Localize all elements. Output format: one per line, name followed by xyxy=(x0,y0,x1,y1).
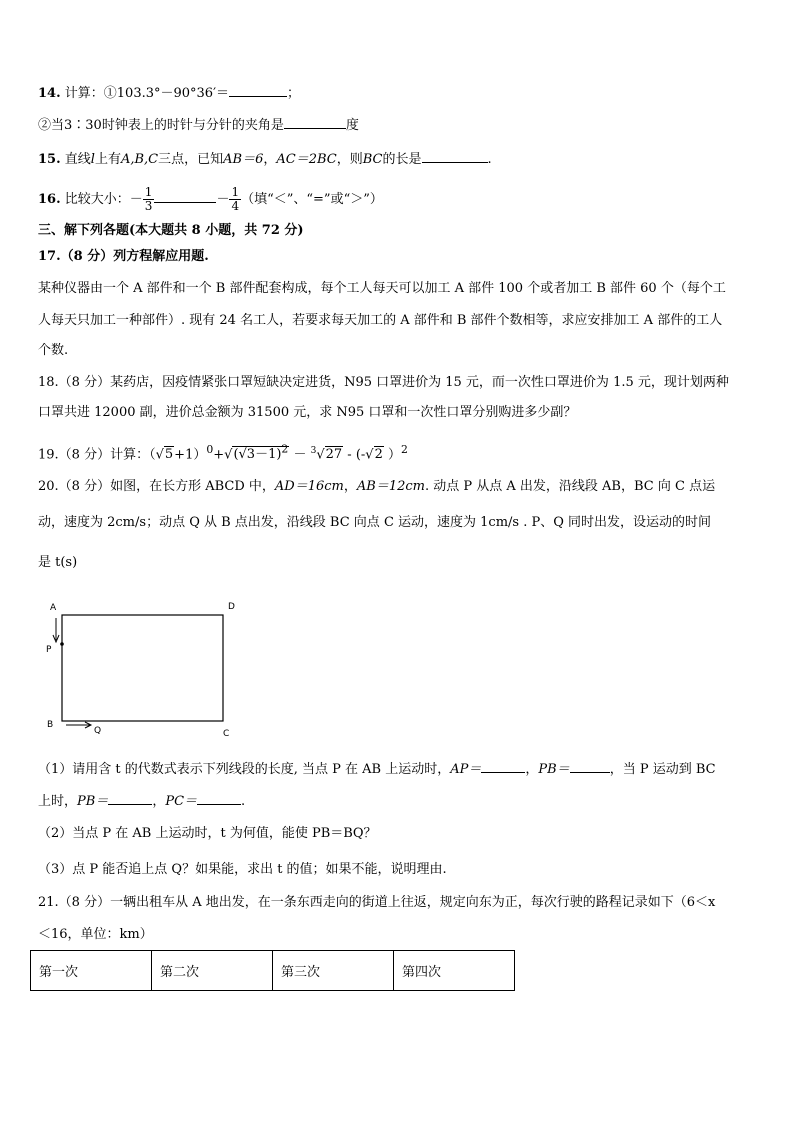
q19-paren-open: （ xyxy=(149,447,156,463)
table-row xyxy=(31,951,515,991)
q20-ab: AB＝12cm xyxy=(356,479,425,494)
q19-square: 2 xyxy=(281,443,289,456)
question-20-sub1-line2 xyxy=(38,790,245,812)
question-21-line2: ＜16，单位：km） xyxy=(38,927,153,942)
table-cell: 第一次 xyxy=(31,951,152,991)
q16-number: 16. xyxy=(38,192,61,207)
question-17-line3: 个数. xyxy=(38,343,69,358)
q20-blank-pc[interactable] xyxy=(197,790,241,805)
q19-exp0: 0 xyxy=(206,443,214,456)
q16-label: 比较大小： xyxy=(64,192,130,207)
label-q: Q xyxy=(94,726,102,736)
q20-pb2: PB＝ xyxy=(77,794,109,809)
point-p xyxy=(60,642,64,646)
q16-hint: （填“＜”、“=”或“＞”） xyxy=(241,192,383,207)
table-cell: 第三次 xyxy=(273,951,394,991)
q20-sub1-text2: ，当 P 运动到 BC xyxy=(609,762,716,777)
q20-sub1-text1: （1）请用含 t 的代数式表示下列线段的长度, 当点 P 在 AB 上运动时， xyxy=(38,762,451,777)
rectangle-abcd xyxy=(62,615,223,721)
q19-exp2: 2 xyxy=(401,443,408,456)
question-17-head xyxy=(38,247,209,267)
q20-text3: . 动点 P 从点 A 出发，沿线段 AB，BC 向 C 点运 xyxy=(424,479,716,494)
question-20-sub1-line1 xyxy=(38,758,716,780)
q20-pb: PB＝ xyxy=(538,762,570,777)
q19-rest: - (- xyxy=(343,447,366,463)
q15-text5: ，则 xyxy=(336,152,363,167)
q19-close: ） xyxy=(383,447,401,463)
question-19: 19.（8 分）计算：$(√5+1)^0+√(√3-1)^2 - ^3√27 - (-√2$ ）$^2$ xyxy=(38,443,408,463)
q15-line-l: l xyxy=(90,152,95,167)
question-17-line2: 人每天只加工一种部件）. 现有 24 名工人，若要求每天加工的 A 部件和 B 部件个数相等，求应安排加工 A 部件的工人 xyxy=(38,313,723,328)
q15-end: . xyxy=(487,152,492,167)
label-c: C xyxy=(223,729,230,739)
q14-label: 计算： xyxy=(64,86,104,101)
q14-part2-pre: ②当 xyxy=(38,118,65,133)
q14-end1: ； xyxy=(287,86,301,101)
q16-f1-num: 1 xyxy=(144,185,153,199)
q15-bc: BC xyxy=(362,152,383,167)
q15-number: 15. xyxy=(38,152,61,167)
question-15 xyxy=(38,148,492,170)
label-a: A xyxy=(50,603,57,613)
question-18-line2: 口罩共进 12000 副，进价总金额为 31500 元，求 N95 口罩和一次性口罩分别购进多少副？ xyxy=(38,405,577,420)
section-3-heading: 三、解下列各题(本大题共 8 小题，共 72 分) xyxy=(38,223,304,238)
q15-ab: AB＝6 xyxy=(223,152,264,167)
question-20-sub2: （2）当点 P 在 AB 上运动时，t 为何值，能使 PB＝BQ？ xyxy=(38,826,377,841)
table-cell: 第四次 xyxy=(394,951,515,991)
q16-fraction1 xyxy=(143,186,155,213)
question-18-line1: 18.（8 分）某药店，因疫情紧张口罩短缺决定进货，N95 口罩进价为 15 元，而一次性口罩进价为 1.5 元，现计划两种 xyxy=(38,375,729,390)
q20-blank-ap[interactable] xyxy=(481,758,525,773)
q15-text4: ， xyxy=(263,152,277,167)
label-d: D xyxy=(228,602,235,612)
question-20-line1 xyxy=(38,477,715,497)
q14-part2-mid: 时钟表上的时针与分针的夹角是 xyxy=(101,118,284,133)
question-14-line2 xyxy=(38,114,359,136)
q20-sub1-comma: ， xyxy=(525,762,539,777)
q19-sqrt2: 2 xyxy=(374,447,383,463)
q17-head: 17.（8 分）列方程解应用题. xyxy=(38,249,209,264)
q19-sqrt3-minus1: (√3－1) xyxy=(233,447,282,463)
q14-part2-end: 度 xyxy=(345,118,359,133)
q14-part2-time: 3∶30 xyxy=(64,118,102,133)
driving-record-table xyxy=(30,950,515,991)
question-17-line1: 某种仪器由一个 A 部件和一个 B 部件配套构成，每个工人每天可以加工 A 部件 100 个或者加工 B 部件 60 个（每个工 xyxy=(38,281,726,296)
q19-head: 19.（8 分）计算： xyxy=(38,447,150,463)
question-20-sub3: （3）点 P 能否追上点 Q？如果能，求出 t 的值；如果不能，说明理由. xyxy=(38,862,447,877)
question-21-line1: 21.（8 分）一辆出租车从 A 地出发，在一条东西走向的街道上往返，规定向东为正，每次行驶的路程记录如下（6＜x xyxy=(38,895,716,910)
q16-blank[interactable] xyxy=(154,188,216,203)
q20-sub1-end: . xyxy=(241,794,246,809)
q19-sqrt-outer xyxy=(232,443,289,463)
q16-sign2: － xyxy=(216,192,230,207)
q20-ap: AP＝ xyxy=(450,762,482,777)
q14-part1: ①103.3°－90°36′＝ xyxy=(103,86,230,101)
q14-number: 14. xyxy=(38,86,61,101)
q19-minus: － xyxy=(289,447,311,463)
q20-sub1-text3: 上时， xyxy=(38,794,78,809)
q20-text2: ， xyxy=(343,479,357,494)
q15-ac: AC＝2BC xyxy=(276,152,337,167)
q16-f2-den: 4 xyxy=(231,199,240,213)
question-16 xyxy=(38,180,383,220)
q20-sub1-comma2: ， xyxy=(152,794,166,809)
rectangle-figure xyxy=(40,598,240,743)
question-14-line1 xyxy=(38,82,300,104)
q16-fraction2 xyxy=(229,186,241,213)
q19-plus1: +1） xyxy=(174,447,207,463)
q14-blank2[interactable] xyxy=(284,114,346,129)
q15-text6: 的长是 xyxy=(382,152,422,167)
q20-blank-pb2[interactable] xyxy=(108,790,152,805)
label-p: P xyxy=(46,645,52,655)
q19-plus: + xyxy=(213,447,225,463)
q15-text2: 上有 xyxy=(94,152,121,167)
q16-f2-num: 1 xyxy=(231,185,240,199)
q16-sign1: － xyxy=(129,192,143,207)
q20-pc: PC＝ xyxy=(165,794,198,809)
q19-cbrt27: 27 xyxy=(325,447,343,463)
q14-blank1[interactable] xyxy=(229,82,287,97)
table-cell: 第二次 xyxy=(152,951,273,991)
question-20-line2: 动，速度为 2cm/s；动点 Q 从 B 点出发，沿线段 BC 向点 C 运动，速度为 1cm/s . P、Q 同时出发，设运动的时间 xyxy=(38,515,712,530)
q16-f1-den: 3 xyxy=(144,199,153,213)
q20-text1: 20.（8 分）如图，在长方形 ABCD 中， xyxy=(38,479,275,494)
label-b: B xyxy=(47,720,54,730)
q15-text1: 直线 xyxy=(64,152,91,167)
q19-sqrt5: 5 xyxy=(164,447,174,463)
question-20-line3: 是 t(s) xyxy=(38,555,78,570)
q19-cube-index: 3 xyxy=(310,446,317,456)
q20-ad: AD＝16cm xyxy=(274,479,344,494)
q15-blank[interactable] xyxy=(422,148,488,163)
q15-points: A,B,C xyxy=(120,152,159,167)
q15-text3: 三点，已知 xyxy=(158,152,224,167)
q20-blank-pb[interactable] xyxy=(570,758,610,773)
